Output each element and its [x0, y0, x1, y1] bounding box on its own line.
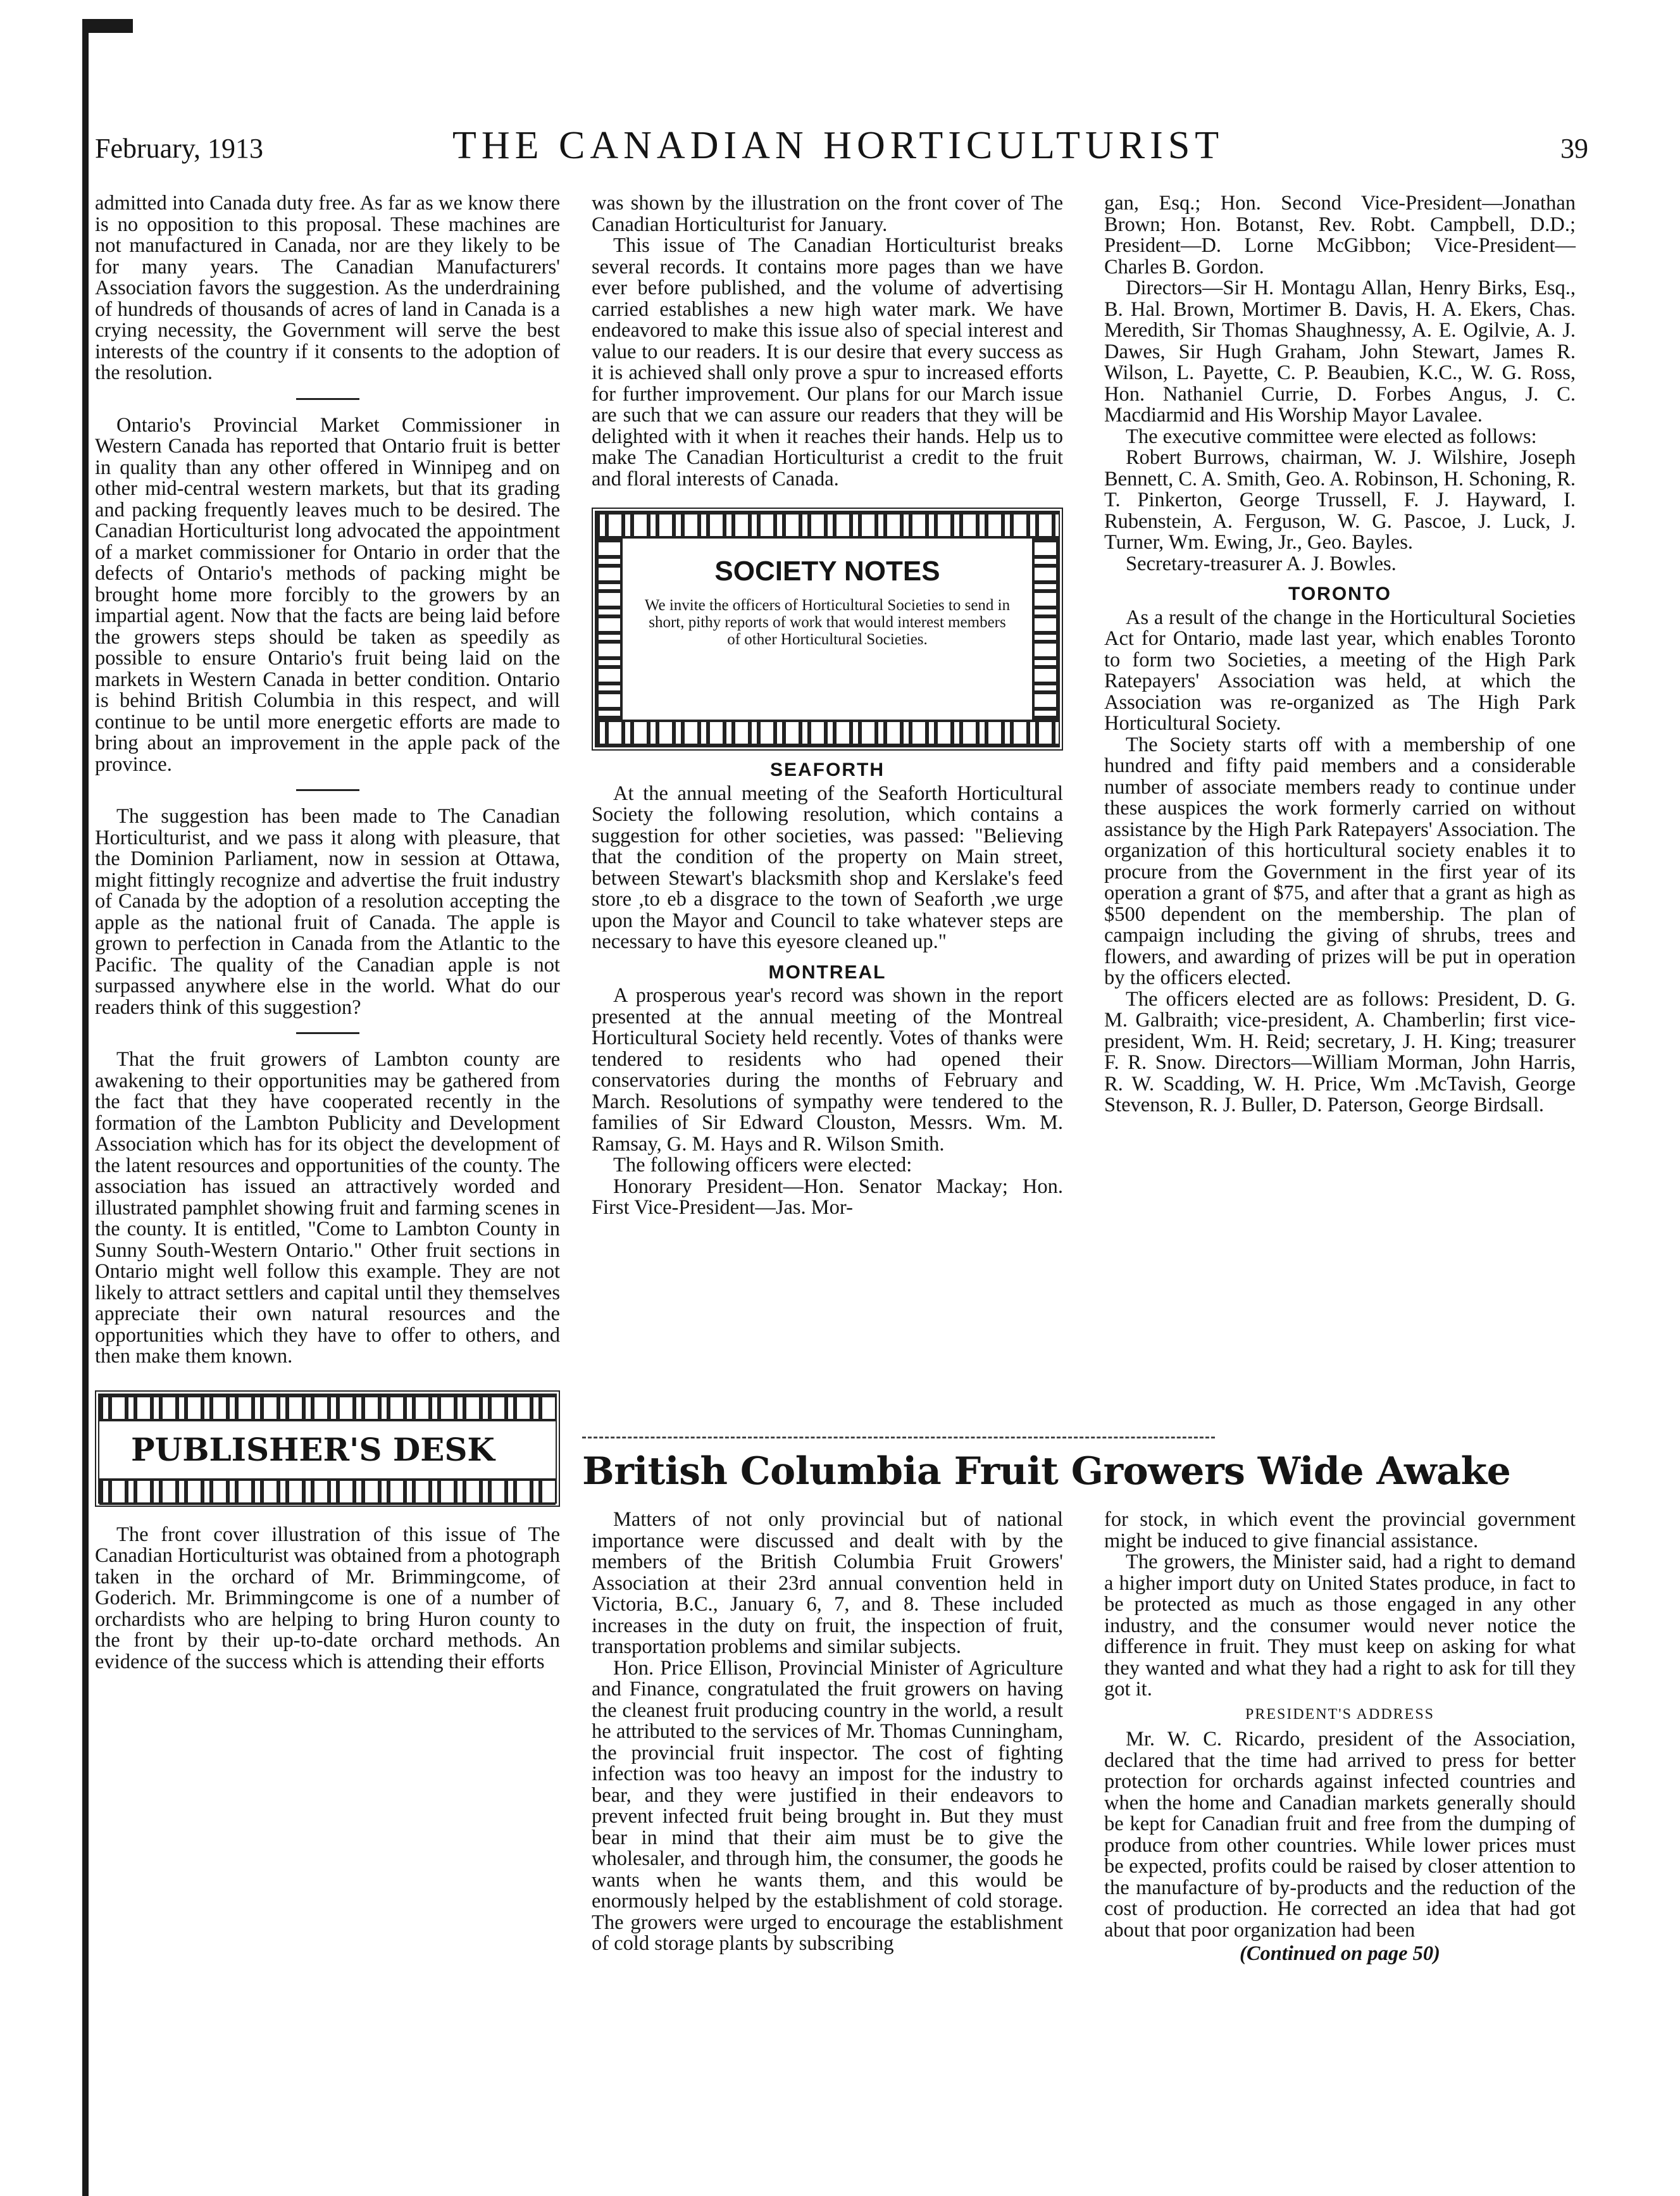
- header-date: February, 1913: [95, 133, 263, 164]
- greek-key-border-bottom: [596, 720, 1059, 746]
- greek-key-border-right: [1032, 539, 1059, 720]
- bc-right-paragraph-2: The growers, the Minister said, had a right to demand a higher import duty on United States produce, in fact to be protected as much as those engaged in any other industry, and the consumer would never notice the difference in fruit. They must keep on asking for what they wanted and what they had a right to ask for till they got it.: [1104, 1550, 1576, 1700]
- continued-note: (Continued on page 50): [1240, 1942, 1440, 1965]
- toronto-paragraph-1: As a result of the change in the Horticultural Societies Act for Ontario, made last year, which enables Toronto to form two Societies, a meeting of the High Park Ratepayers' Association was held, at which the Association was re-organized as The High Park Horticultural Society.: [1104, 606, 1576, 735]
- greek-key-border-top: [596, 512, 1059, 539]
- greek-key-border-left: [596, 539, 623, 720]
- toronto-heading: TORONTO: [1288, 583, 1391, 604]
- society-notes-text: We invite the officers of Horticultural Societies to send in short, pithy reports of work that would interest members of other Horticultural Societies.: [644, 597, 1011, 648]
- page-number: 39: [1560, 133, 1588, 164]
- running-header: [95, 123, 1588, 174]
- bc-left-paragraph-2: Hon. Price Ellison, Provincial Minister of Agriculture and Finance, congratulated the fruit growers on having the cleanest fruit producing country in the world, a result he attributed to the services of Mr. Thomas Cunningham, the provincial fruit inspector. The cost of fighting infection was too heavy an impost for the industry to bear, and they were justified in their endeavors to prevent infected fruit being brought in. But they must bear in mind that their aim must be to give the wholesaler, and through him, the consumer, the goods he wants when he wants them, and this would be enormously helped by the establishment of cold storage. The growers were urged to encourage the establishment of cold storage plants by subscribing: [592, 1656, 1063, 1955]
- society-notes-title: SOCIETY NOTES: [714, 556, 940, 587]
- montreal-paragraph-3: Honorary President—Hon. Senator Mackay; Hon. First Vice-President—Jas. Mor-: [592, 1175, 1063, 1219]
- col1-paragraph-1: admitted into Canada duty free. As far as we know there is no opposition to this proposal. These machines are not manufactured in Canada, nor are they likely to be for many years. The Canadian Manufacturers' Association favors the suggestion. As the underdraining of hundreds of thousands of acres of land in Canada is a crying necessity, the Government will serve the best interests of the country if it consents to the adoption of the resolution.: [95, 192, 560, 384]
- column-3: [1104, 193, 1576, 1116]
- seaforth-heading: SEAFORTH: [770, 759, 885, 780]
- publishers-desk-box: [95, 1390, 560, 1507]
- col1-paragraph-3: The suggestion has been made to The Canadian Horticulturist, and we pass it along with pleasure, that the Dominion Parliament, now in session at Ottawa, might fittingly recognize and advertise the fruit industry of Canada by the adoption of a resolution accepting the apple as the national fruit of Canada. The apple is grown to perfection in Canada from the Atlantic to the Pacific. The quality of the Canadian apple is not surpassed anywhere else in the world. What do our readers think of this suggestion?: [95, 805, 560, 1019]
- section-divider: [582, 1437, 1215, 1438]
- montreal-paragraph-2: The following officers were elected:: [613, 1154, 912, 1176]
- col2-paragraph-1: was shown by the illustration on the front cover of The Canadian Horticulturist for January.: [592, 192, 1063, 236]
- page-edge-rule: [82, 19, 89, 2196]
- montreal-paragraph-1: A prosperous year's record was shown in the report presented at the annual meeting of the Montreal Horticultural Society held recently. Votes of thanks were tendered to residents who had opened their conservatories during the months of February and March. Resolutions of sympathy were tendered to the families of Sir Edward Clouston, Messrs. Wm. M. Ramsay, G. M. Hays and R. Wilson Smith.: [592, 984, 1063, 1156]
- bc-right-paragraph-3: Mr. W. C. Ricardo, president of the Association, declared that the time had arrived to press for better protection for orchards against infected countries and when the home and Canadian markets generally should be kept for Canadian fruit and free from the dumping of produce from other countries. While lower prices must be expected, profits could be raised by closer attention to the manufacture of by-products and the reduction of the cost of production. He corrected an idea that had got about that poor organization had been: [1104, 1728, 1576, 1942]
- presidents-address-heading: PRESIDENT'S ADDRESS: [1245, 1706, 1435, 1723]
- col1-paragraph-5: The front cover illustration of this issue of The Canadian Horticulturist was obtained from a photograph taken in the orchard of Mr. Brimmingcome, of Goderich. Mr. Brimmingcome is one of a number of orchardists who are helping to bring Huron county to the front by their up-to-date orchard methods. An evidence of the success which is attending their efforts: [95, 1523, 560, 1673]
- bc-right-paragraph-1: for stock, in which event the provincial government might be induced to give financial assistance.: [1104, 1508, 1576, 1552]
- divider: [296, 398, 359, 400]
- header-title: THE CANADIAN HORTICULTURIST: [452, 124, 1224, 167]
- col3-paragraph-1: gan, Esq.; Hon. Second Vice-President—Jonathan Brown; Hon. Botanst, Rev. Robt. Campbell, D.D.; President—D. Lorne McGibbon; Vice-President—Charles B. Gordon.: [1104, 192, 1576, 278]
- col1-paragraph-2: Ontario's Provincial Market Commissioner in Western Canada has reported that Ontario fruit is better in quality than any other offered in Winnipeg and on other mid-central western markets, but that its grading and packing frequently leaves much to be desired. The Canadian Horticulturist long advocated the appointment of a market commissioner for Ontario in order that the defects of Ontario's methods of packing might be brought home more forcibly to the growers by an impartial agent. Now that the facts are being laid before the growers steps should be taken as speedily as possible to ensure Ontario's fruit being laid on the markets in Western Canada in better condition. Ontario is behind British Columbia in this respect, and will continue to be until more energetic efforts are made to bring about an improvement in the apple pack of the province.: [95, 413, 560, 776]
- seaforth-text: At the annual meeting of the Seaforth Horticultural Society the following resolution, which contains a suggestion for other societies, was passed: "Believing that the condition of the property on Main street, between Stewart's blacksmith shop and Kerslake's feed store ,to eb a disgrace to the town of Seaforth ,we urge upon the Mayor and Council to take whatever steps are necessary to have this eyesore cleaned up.": [592, 782, 1063, 953]
- divider: [296, 789, 359, 791]
- col3-paragraph-4: Robert Burrows, chairman, W. J. Wilshire, Joseph Bennett, C. A. Smith, Geo. A. Robinson, H. Schoning, R. T. Pinkerton, George Trussell, F. J. Hayward, I. Rubenstein, A. Ferguson, W. G. Pascoe, J. Luck, J. Turner, Wm. Ewing, Jr., Geo. Bayles.: [1104, 446, 1576, 554]
- col3-paragraph-5: Secretary-treasurer A. J. Bowles.: [1126, 552, 1397, 575]
- bc-left-paragraph-1: Matters of not only provincial but of national importance were discussed and dealt with by the members of the British Columbia Fruit Growers' Association at their 23rd annual convention held in Victoria, B.C., January 6, 7, and 8. These included increases in the duty on fruit, the inspection of fruit, transportation problems and similar subjects.: [592, 1508, 1063, 1658]
- bc-article-left-column: [592, 1509, 1063, 1955]
- col1-paragraph-4: That the fruit growers of Lambton county are awakening to their opportunities may be gathered from the fact that they have cooperated recently in the formation of the Lambton Publicity and Development Association which has for its object the development of the latent resources and opportunities of the county. The association has issued an attractively worded and illustrated pamphlet showing fruit and farming scenes in the county. It is entitled, "Come to Lambton County in Sunny South-Western Ontario." Other fruit sections in Ontario might well follow this example. They are not likely to attract settlers and capital until they themselves appreciate their own natural resources and the opportunities which they have to offer to others, and then make them known.: [95, 1048, 560, 1368]
- col3-paragraph-2: Directors—Sir H. Montagu Allan, Henry Birks, Esq., B. Hal. Brown, Mortimer B. Davis, H. A. Ekers, Chas. Meredith, Sir Thomas Shaughnessy, A. E. Ogilvie, A. J. Dawes, Sir Hugh Graham, John Stewart, James R. Wilson, L. Payette, C. P. Beaubien, K.C., W. G. Ross, Hon. Nathaniel Currie, D. Forbes Angus, J. C. Macdiarmid and His Worship Mayor Lavalee.: [1104, 277, 1576, 427]
- divider: [296, 1032, 359, 1034]
- toronto-paragraph-3: The officers elected are as follows: President, D. G. M. Galbraith; vice-president, A. Chamberlin; first vice-president, Wm. H. Reid; secretary, J. H. King; treasurer F. R. Snow. Directors—William Morman, John Harris, R. W. Scadding, W. H. Price, Wm .McTavish, George Stevenson, R. J. Buller, D. Paterson, George Birdsall.: [1104, 987, 1576, 1116]
- article-headline: British Columbia Fruit Growers Wide Awake: [582, 1449, 1511, 1494]
- greek-key-border-bottom: [99, 1478, 556, 1505]
- bc-article-right-column: [1104, 1509, 1576, 1965]
- column-1: [95, 193, 560, 1673]
- col3-paragraph-3: The executive committee were elected as follows:: [1126, 425, 1537, 448]
- column-2: [592, 193, 1063, 1219]
- publishers-desk-title: PUBLISHER'S DESK: [131, 1430, 495, 1468]
- society-notes-box: [592, 508, 1063, 751]
- col2-paragraph-2: This issue of The Canadian Horticulturist breaks several records. It contains more pages than we have ever before published, and the volume of advertising carried establishes a new high water mark. We have endeavored to make this issue also of special interest and value to our readers. It is our desire that every success as it is achieved shall only prove a spur to increased efforts for further improvement. Our plans for our March issue are such that we can assure our readers that they will be delighted with it when it reaches their hands. Help us to make The Canadian Horticulturist a credit to the fruit and floral interests of Canada.: [592, 234, 1063, 490]
- toronto-paragraph-2: The Society starts off with a membership of one hundred and fifty paid members and a considerable number of associate members ready to continue under these auspices the work formerly carried on without assistance by the High Park Ratepayers' Association. The organization of this horticultural society enables it to procure from the Government in the first year of its operation a grant of $75, and after that a grant as high as $500 dependent on the membership. The plan of campaign including the giving of shrubs, trees and flowers, and awarding of prizes will be put in operation by the officers elected.: [1104, 733, 1576, 989]
- greek-key-border-top: [99, 1395, 556, 1421]
- corner-mark: [89, 19, 133, 33]
- montreal-heading: MONTREAL: [768, 961, 887, 983]
